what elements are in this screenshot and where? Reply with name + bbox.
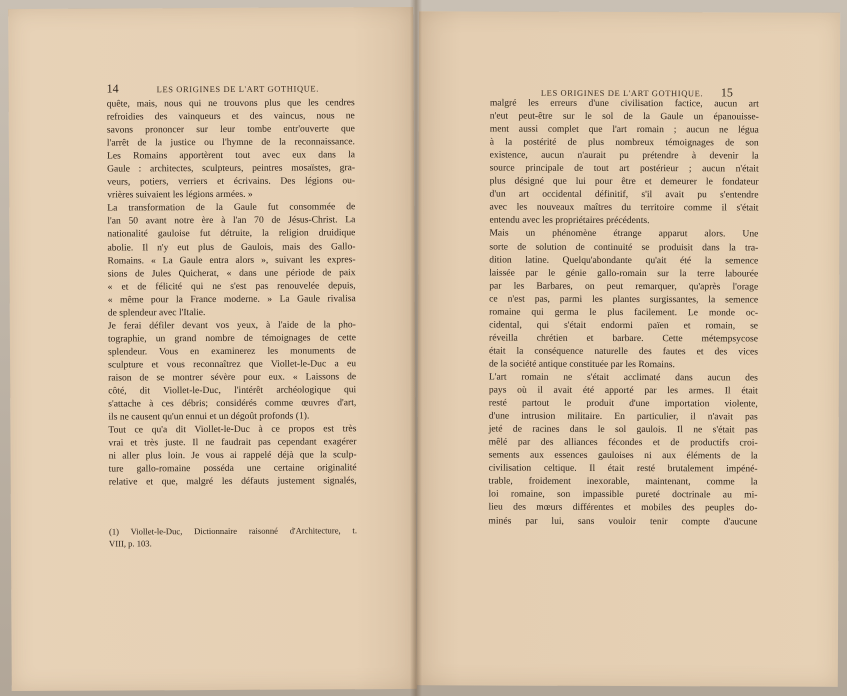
text-line: l'arrêt de la justice ou l'hymne de la reconnaissance.	[106, 136, 355, 149]
text-line: s'attache à ces débris; considérés comme œuvres d'art,	[108, 397, 357, 410]
running-header: LES ORIGINES DE L'ART GOTHIQUE.	[540, 87, 704, 99]
text-line: avec les nouveaux maîtres du territoire comme il s'était	[489, 201, 759, 214]
text-line: abolie. Il n'y eut plus de Gaulois, mais des Gallo-	[107, 240, 356, 254]
text-line: réveilla chrétien et barbare. Cette métempsycose	[489, 332, 759, 345]
text-line: Je ferai défiler devant vos yeux, à l'aide de la pho-	[107, 319, 356, 332]
text-line: VIII, p. 103.	[108, 538, 152, 549]
body-text	[488, 97, 759, 528]
text-line: Romains. « La Gaule entra alors », suivant les expres-	[107, 253, 356, 267]
text-line: « même pour la France moderne. » La Gaule rivalisa	[107, 292, 356, 306]
text-line: source principale de tout art postérieur ; aucun n'était	[489, 162, 759, 175]
text-line: ture gallo-romaine posséda une certaine originalité	[108, 462, 357, 475]
text-line: L'art romain ne s'était acclimaté dans aucun des	[488, 371, 758, 384]
text-line: d'un art occidental définitif, s'il avait pu s'entendre	[489, 188, 759, 201]
text-line: ment aussi complet que l'art romain ; aucun ne légua	[489, 123, 759, 136]
text-line: veurs, potiers, verriers et écrivains. Des légions ou-	[107, 175, 356, 188]
text-line: sorte de solution de continuité se produisit dans la tra-	[489, 241, 759, 253]
text-line: splendeur. Vous en examinerez les monuments de	[107, 345, 357, 358]
text-line: ni aller plus loin. Je vous ai rappelé déjà que la sculp-	[108, 449, 357, 462]
text-line: plus désigné que lui pour être et demeurer le fondateur	[489, 175, 759, 188]
text-line: tographie, un grand nombre de témoignages de cette	[107, 332, 356, 345]
text-line: cidental, qui s'était endormi païen et romain, se	[489, 319, 759, 332]
text-line: sements aux essences gauloises ni aux éléments de la	[488, 449, 758, 462]
text-line: La transformation de la Gaule fut consommée de	[107, 201, 356, 214]
text-line: refroidies des vainqueurs et des vaincus, nous ne	[106, 110, 355, 123]
text-line: sculpture et vous reconnaîtrez que Viollet-le-Duc a eu	[108, 358, 357, 371]
text-line: romaine qui germa le plus facilement. Le monde oc-	[489, 306, 759, 319]
text-line: de la société antique constituée par les Romains.	[488, 358, 675, 371]
right-page	[417, 11, 840, 686]
text-line: lieu des mœurs différentes et mobiles des peuples do-	[488, 501, 758, 514]
text-line: laissée par le génie gallo-romain sur la terre labourée	[489, 267, 759, 280]
text-line: Mais un phénomène étrange apparut alors. Une	[489, 227, 759, 240]
text-line: vrières suivaient les légions armées. »	[107, 189, 253, 201]
text-line: resté partout le produit d'une importation violente,	[488, 397, 758, 410]
text-line: à la postérité de plus nombreux témoignages de son	[489, 136, 759, 149]
text-line: dition latine. Quelqu'abondante qu'ait été la semence	[489, 254, 759, 267]
text-line: raison de se montrer sévère pour eux. « Laissons de	[108, 371, 357, 384]
text-line: relative et que, malgré les défauts justement signalés,	[108, 475, 357, 488]
text-line: entendu avec les propriétaires précédents.	[489, 214, 650, 227]
book-gutter	[410, 0, 422, 696]
text-line: minés par lui, sans vouloir tenir compte d'aucune	[488, 515, 758, 527]
left-page	[8, 7, 417, 691]
footnote	[109, 524, 357, 549]
text-line: Gaule : architectes, sculpteurs, peintres mosaïstes, gra-	[107, 162, 356, 175]
text-line: existence, aucun n'aurait pu prétendre à devenir la	[489, 149, 759, 162]
text-line: vrai et très juste. Il ne faudrait pas cependant exagérer	[108, 436, 357, 449]
text-line: malgré les erreurs d'une civilisation factice, aucun art	[489, 97, 759, 110]
page-number: 14	[106, 81, 119, 96]
text-line: l'an 50 avant notre ère à l'an 70 de Jésus-Christ. La	[107, 214, 356, 227]
text-line: Les Romains apportèrent tout avec eux dans la	[106, 149, 356, 162]
text-line: par les Barbares, on peut remarquer, qu'après l'orage	[489, 280, 759, 293]
text-line: mêlé par des alliances fécondes et de productifs croi-	[488, 436, 758, 449]
running-header: LES ORIGINES DE L'ART GOTHIQUE.	[156, 83, 319, 95]
text-line: côté, dit Viollet-le-Duc, l'intérêt archéologique qui	[108, 384, 357, 397]
page-number: 15	[720, 85, 733, 100]
text-line: savons prononcer sur leur tombe entr'ouverte que	[106, 123, 355, 136]
text-line: sions de Jules Quicherat, « dans une période de paix	[107, 266, 356, 280]
body-text	[107, 96, 357, 489]
text-line: « et de félicité qui ne s'est pas renouvelée depuis,	[107, 279, 356, 293]
text-line: de splendeur avec l'Italie.	[107, 306, 206, 319]
text-line: trable, froidement inexorable, maintenant, comme la	[488, 475, 758, 488]
text-line: quête, mais, nous qui ne trouvons plus que les cendres	[106, 97, 355, 110]
text-line: ce n'est pas, parmi les plantes surgissantes, la semence	[489, 293, 759, 306]
text-line: était la conséquence naturelle des fautes et des vices	[488, 345, 759, 358]
text-line: jeté de racines dans le sol gaulois. Il ne s'était pas	[488, 423, 758, 436]
text-line: ils ne causent qu'un ennui et un dégoût profonds (1).	[108, 410, 310, 423]
text-line: loi romaine, son impassible pureté doctrinale au mi-	[488, 488, 758, 501]
text-line: pays où il avait été apporté par les armes. Il était	[488, 384, 758, 397]
text-line: d'une intrusion militaire. En particulier, il n'avait pas	[488, 410, 758, 423]
text-line: (1) Viollet-le-Duc, Dictionnaire raisonné d'Architecture, t.	[108, 525, 357, 537]
text-line: n'eut peut-être sur le sol de la Gaule un épanouisse-	[489, 110, 759, 123]
text-line: Tout ce qu'a dit Viollet-le-Duc à ce propos est très	[108, 423, 357, 436]
text-line: nationalité gauloise fut détruite, la religion druidique	[107, 227, 356, 241]
text-line: civilisation celtique. Il était resté brutalement impéné-	[488, 462, 758, 475]
